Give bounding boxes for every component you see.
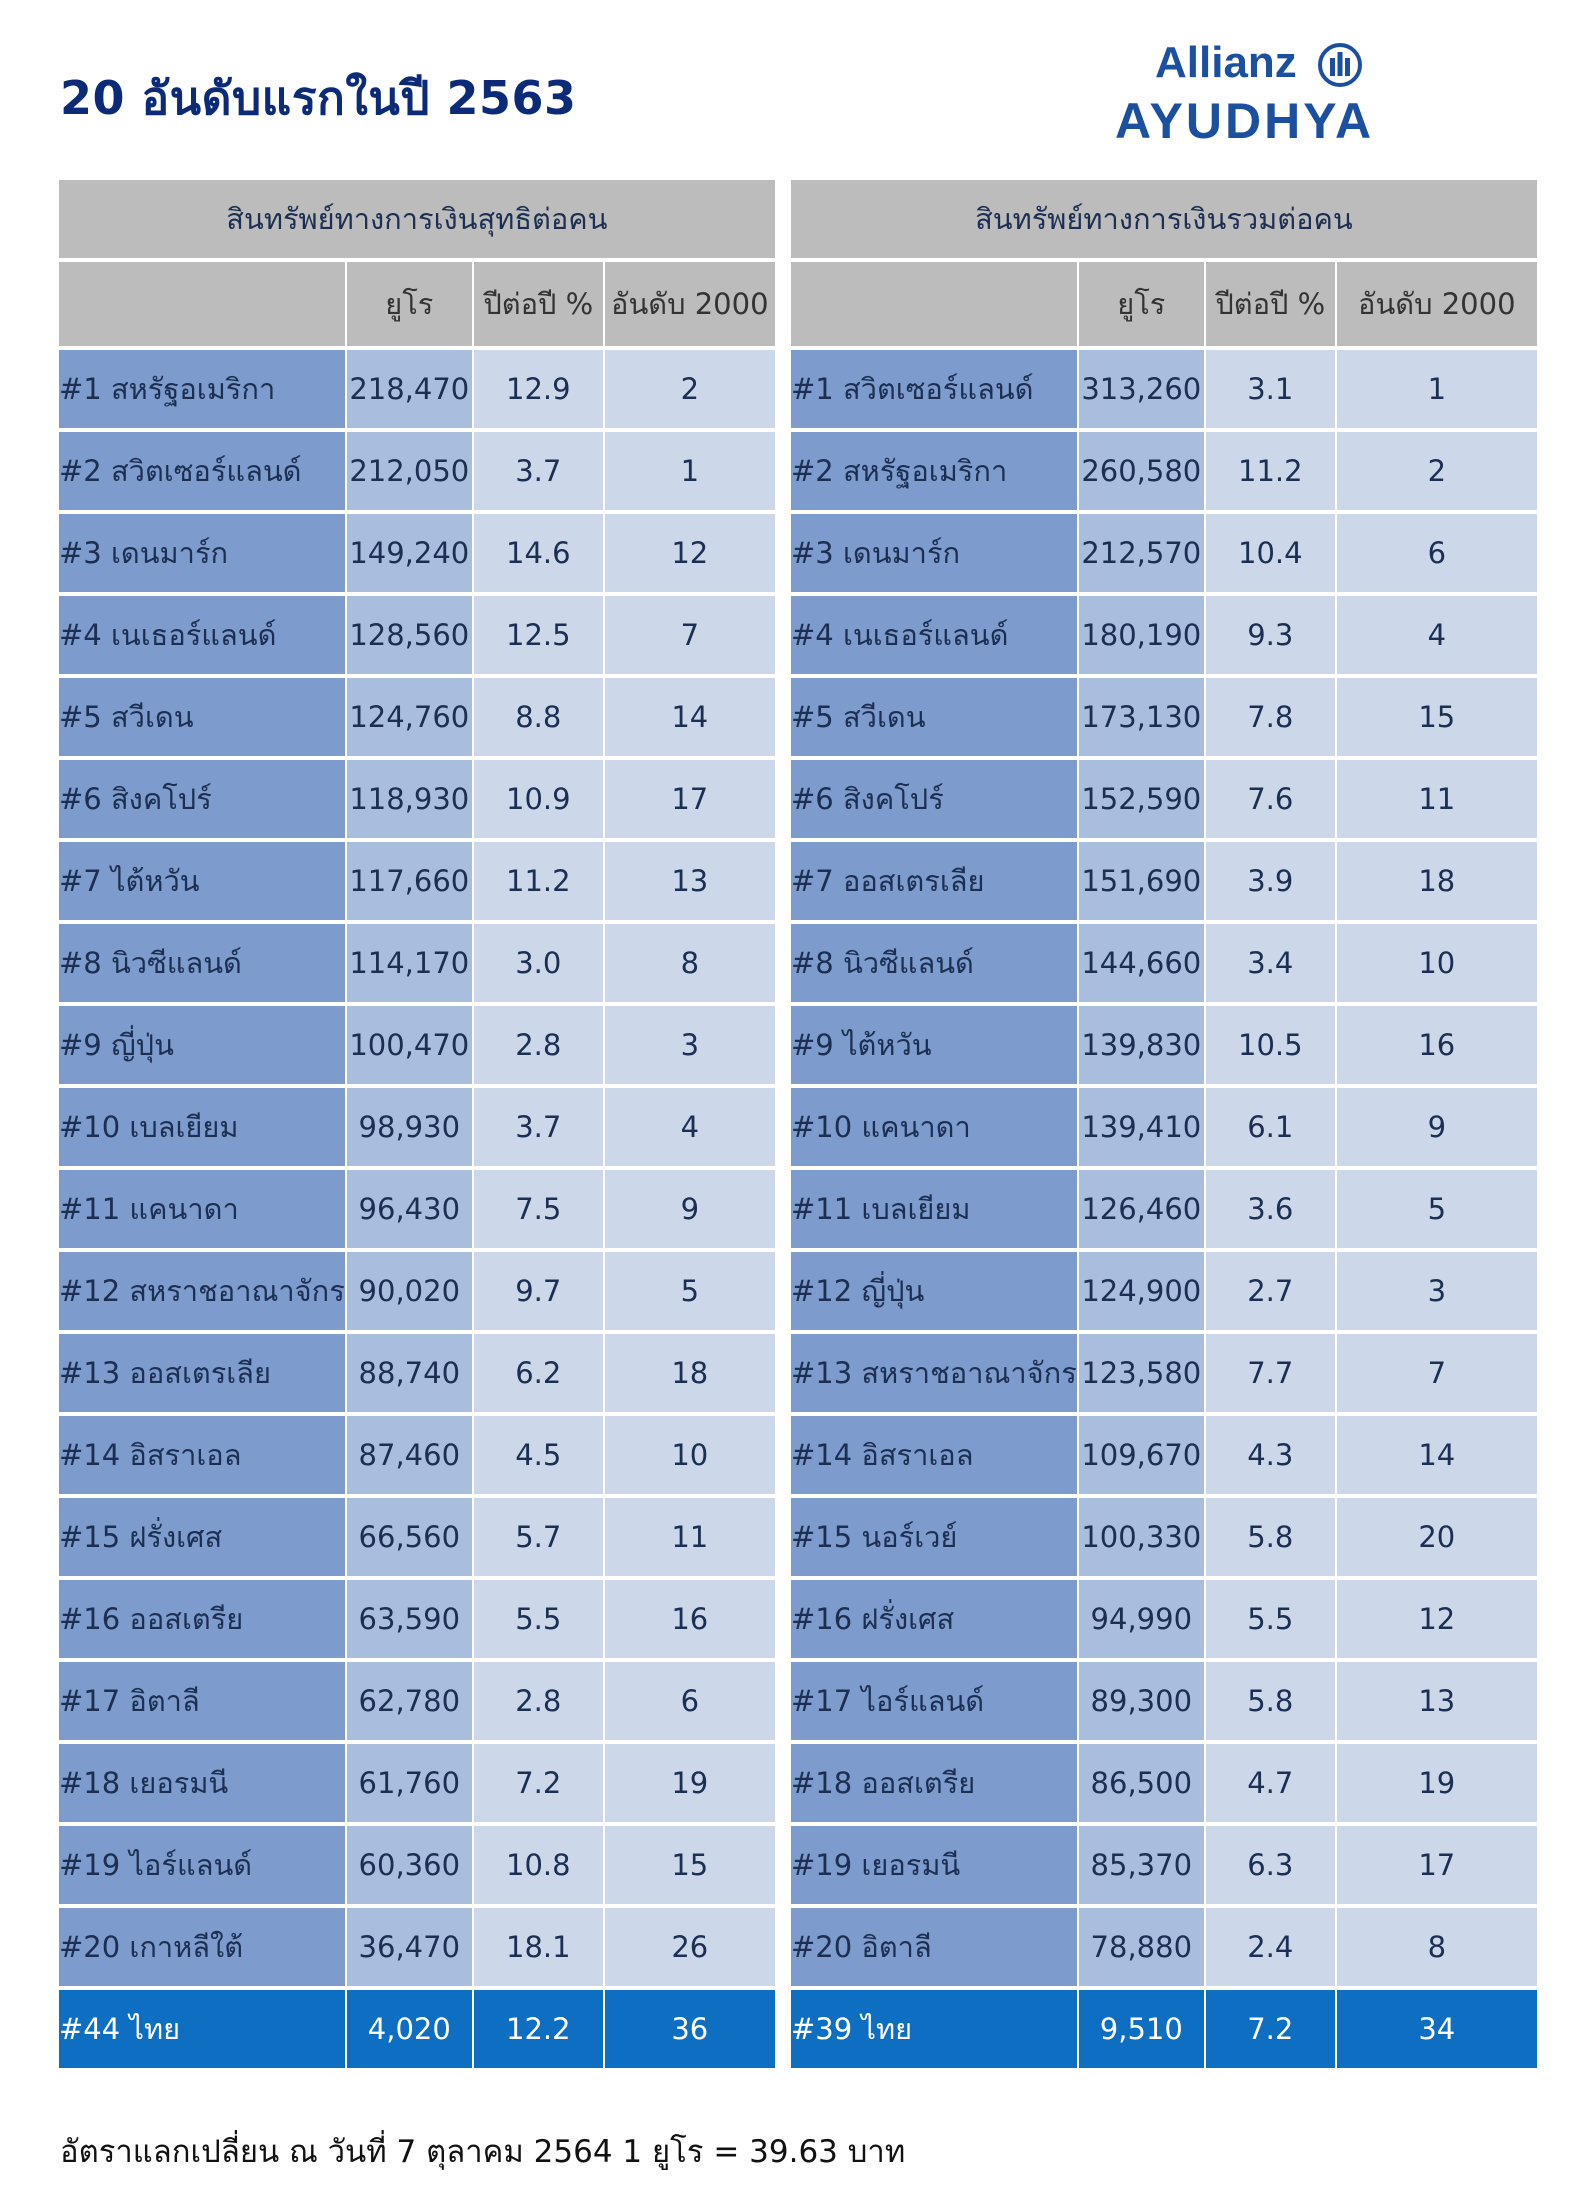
cell-thai-rank-2000: 36 [605,1990,775,2068]
cell-thai-country: #39 ไทย [791,1990,1079,2068]
cell-euro: 60,360 [347,1826,474,1908]
table-row [791,1416,1537,1498]
cell-euro: 89,300 [1079,1662,1206,1744]
column-header-euro: ยูโร [1079,262,1206,350]
table-row [59,678,775,760]
column-header-rank-2000: อันดับ 2000 [605,262,775,350]
cell-country: #7 ไต้หวัน [59,842,347,924]
cell-euro: 313,260 [1079,350,1206,432]
cell-country: #8 นิวซีแลนด์ [59,924,347,1006]
cell-euro: 66,560 [347,1498,474,1580]
cell-euro: 139,830 [1079,1006,1206,1088]
cell-euro: 128,560 [347,596,474,678]
cell-rank-2000: 12 [605,514,775,596]
cell-rank-2000: 9 [1337,1088,1537,1170]
cell-yoy-percent: 3.6 [1206,1170,1337,1252]
table-net-financial-assets [59,180,775,2068]
cell-euro: 78,880 [1079,1908,1206,1990]
cell-euro: 36,470 [347,1908,474,1990]
table-row [791,842,1537,924]
cell-country: #13 ออสเตรเลีย [59,1334,347,1416]
column-header-yoy-percent: ปีต่อปี % [474,262,605,350]
column-header-rank-2000: อันดับ 2000 [1337,262,1537,350]
cell-thai-euro: 9,510 [1079,1990,1206,2068]
table-row [59,842,775,924]
cell-thai-rank-2000: 34 [1337,1990,1537,2068]
table-row [791,432,1537,514]
table-row [59,1662,775,1744]
cell-rank-2000: 3 [1337,1252,1537,1334]
cell-euro: 86,500 [1079,1744,1206,1826]
cell-yoy-percent: 3.1 [1206,350,1337,432]
cell-country: #1 สวิตเซอร์แลนด์ [791,350,1079,432]
cell-euro: 149,240 [347,514,474,596]
table-row [791,760,1537,842]
cell-country: #3 เดนมาร์ก [791,514,1079,596]
cell-yoy-percent: 2.8 [474,1006,605,1088]
cell-country: #10 เบลเยียม [59,1088,347,1170]
cell-rank-2000: 15 [1337,678,1537,760]
cell-country: #19 ไอร์แลนด์ [59,1826,347,1908]
cell-country: #9 ไต้หวัน [791,1006,1079,1088]
cell-yoy-percent: 4.3 [1206,1416,1337,1498]
cell-yoy-percent: 12.9 [474,350,605,432]
logo-text-ayudhya: AYUDHYA [1115,93,1375,149]
cell-yoy-percent: 5.8 [1206,1498,1337,1580]
cell-euro: 90,020 [347,1252,474,1334]
cell-yoy-percent: 7.6 [1206,760,1337,842]
cell-yoy-percent: 3.4 [1206,924,1337,1006]
cell-thai-euro: 4,020 [347,1990,474,2068]
cell-yoy-percent: 5.5 [1206,1580,1337,1662]
cell-euro: 100,330 [1079,1498,1206,1580]
cell-yoy-percent: 3.9 [1206,842,1337,924]
cell-thai-country: #44 ไทย [59,1990,347,2068]
cell-yoy-percent: 9.7 [474,1252,605,1334]
cell-euro: 126,460 [1079,1170,1206,1252]
cell-rank-2000: 20 [1337,1498,1537,1580]
cell-euro: 152,590 [1079,760,1206,842]
cell-country: #4 เนเธอร์แลนด์ [59,596,347,678]
table-row-thailand [791,1990,1537,2068]
column-header-row [59,262,775,350]
table-row [59,1744,775,1826]
cell-euro: 139,410 [1079,1088,1206,1170]
cell-euro: 114,170 [347,924,474,1006]
table-row [59,1170,775,1252]
cell-rank-2000: 13 [1337,1662,1537,1744]
cell-country: #9 ญี่ปุ่น [59,1006,347,1088]
cell-euro: 180,190 [1079,596,1206,678]
cell-rank-2000: 11 [1337,760,1537,842]
cell-yoy-percent: 7.2 [474,1744,605,1826]
cell-country: #18 เยอรมนี [59,1744,347,1826]
logo-text-allianz: Allianz [1155,38,1297,87]
cell-yoy-percent: 14.6 [474,514,605,596]
cell-country: #4 เนเธอร์แลนด์ [791,596,1079,678]
cell-yoy-percent: 5.5 [474,1580,605,1662]
table-row [791,514,1537,596]
cell-yoy-percent: 7.8 [1206,678,1337,760]
cell-yoy-percent: 4.7 [1206,1744,1337,1826]
cell-country: #14 อิสราเอล [791,1416,1079,1498]
cell-yoy-percent: 10.8 [474,1826,605,1908]
table-row [791,1006,1537,1088]
cell-yoy-percent: 12.5 [474,596,605,678]
cell-yoy-percent: 3.7 [474,432,605,514]
cell-rank-2000: 15 [605,1826,775,1908]
cell-euro: 98,930 [347,1088,474,1170]
cell-rank-2000: 4 [1337,596,1537,678]
cell-euro: 94,990 [1079,1580,1206,1662]
cell-country: #7 ออสเตรเลีย [791,842,1079,924]
cell-country: #5 สวีเดน [59,678,347,760]
cell-rank-2000: 1 [1337,350,1537,432]
cell-country: #18 ออสเตรีย [791,1744,1079,1826]
table-row [59,432,775,514]
cell-rank-2000: 5 [1337,1170,1537,1252]
cell-euro: 117,660 [347,842,474,924]
cell-rank-2000: 16 [1337,1006,1537,1088]
cell-euro: 63,590 [347,1580,474,1662]
cell-rank-2000: 2 [605,350,775,432]
cell-country: #20 อิตาลี [791,1908,1079,1990]
column-header-row [791,262,1537,350]
table-row [791,1334,1537,1416]
table-row [791,924,1537,1006]
cell-country: #16 ฝรั่งเศส [791,1580,1079,1662]
table-row [791,1088,1537,1170]
table-row [791,1826,1537,1908]
cell-euro: 61,760 [347,1744,474,1826]
cell-country: #10 แคนาดา [791,1088,1079,1170]
cell-yoy-percent: 2.4 [1206,1908,1337,1990]
table-row [791,1252,1537,1334]
cell-rank-2000: 17 [605,760,775,842]
table-row [791,678,1537,760]
cell-euro: 109,670 [1079,1416,1206,1498]
cell-country: #15 นอร์เวย์ [791,1498,1079,1580]
cell-country: #11 แคนาดา [59,1170,347,1252]
table-row [59,1088,775,1170]
table-row [791,1744,1537,1826]
cell-euro: 87,460 [347,1416,474,1498]
cell-rank-2000: 6 [605,1662,775,1744]
cell-country: #1 สหรัฐอเมริกา [59,350,347,432]
table-row [59,596,775,678]
table-row [791,350,1537,432]
cell-rank-2000: 8 [605,924,775,1006]
cell-country: #16 ออสเตรีย [59,1580,347,1662]
cell-country: #13 สหราชอาณาจักร [791,1334,1079,1416]
cell-yoy-percent: 11.2 [1206,432,1337,514]
cell-country: #8 นิวซีแลนด์ [791,924,1079,1006]
table-row [59,1498,775,1580]
cell-rank-2000: 5 [605,1252,775,1334]
table-gross-financial-assets [791,180,1537,2068]
cell-yoy-percent: 7.5 [474,1170,605,1252]
cell-rank-2000: 4 [605,1088,775,1170]
cell-rank-2000: 14 [605,678,775,760]
cell-rank-2000: 18 [605,1334,775,1416]
cell-euro: 151,690 [1079,842,1206,924]
cell-euro: 212,050 [347,432,474,514]
cell-rank-2000: 11 [605,1498,775,1580]
cell-rank-2000: 10 [605,1416,775,1498]
table-row-thailand [59,1990,775,2068]
cell-yoy-percent: 9.3 [1206,596,1337,678]
cell-euro: 124,760 [347,678,474,760]
cell-rank-2000: 18 [1337,842,1537,924]
cell-yoy-percent: 6.2 [474,1334,605,1416]
cell-rank-2000: 12 [1337,1580,1537,1662]
cell-euro: 218,470 [347,350,474,432]
cell-rank-2000: 14 [1337,1416,1537,1498]
cell-country: #2 สหรัฐอเมริกา [791,432,1079,514]
table-heading-row [59,180,775,262]
exchange-rate-note: อัตราแลกเปลี่ยน ณ วันที่ 7 ตุลาคม 2564 1 ยูโร = 39.63 บาท [60,2134,906,2170]
cell-country: #6 สิงคโปร์ [59,760,347,842]
allianz-ayudhya-logo [1115,38,1415,149]
cell-thai-yoy-percent: 7.2 [1206,1990,1337,2068]
cell-yoy-percent: 10.5 [1206,1006,1337,1088]
cell-rank-2000: 3 [605,1006,775,1088]
cell-euro: 96,430 [347,1170,474,1252]
cell-yoy-percent: 10.4 [1206,514,1337,596]
cell-euro: 212,570 [1079,514,1206,596]
cell-euro: 144,660 [1079,924,1206,1006]
cell-yoy-percent: 18.1 [474,1908,605,1990]
table-heading-row [791,180,1537,262]
cell-country: #6 สิงคโปร์ [791,760,1079,842]
cell-rank-2000: 1 [605,432,775,514]
column-header-country [59,262,347,350]
column-header-yoy-percent: ปีต่อปี % [1206,262,1337,350]
cell-country: #11 เบลเยียม [791,1170,1079,1252]
cell-euro: 85,370 [1079,1826,1206,1908]
table-row [791,596,1537,678]
table-body [59,180,775,2068]
table-row [59,1334,775,1416]
cell-rank-2000: 16 [605,1580,775,1662]
table-row [791,1498,1537,1580]
table-row [59,1416,775,1498]
cell-country: #20 เกาหลีใต้ [59,1908,347,1990]
cell-country: #19 เยอรมนี [791,1826,1079,1908]
page-title: 20 อันดับแรกในปี 2563 [60,71,577,125]
cell-country: #2 สวิตเซอร์แลนด์ [59,432,347,514]
cell-euro: 173,130 [1079,678,1206,760]
cell-yoy-percent: 4.5 [474,1416,605,1498]
table-row [59,514,775,596]
cell-rank-2000: 7 [605,596,775,678]
allianz-eagle-icon [1317,42,1363,88]
cell-yoy-percent: 7.7 [1206,1334,1337,1416]
table-row [59,924,775,1006]
cell-yoy-percent: 5.8 [1206,1662,1337,1744]
cell-country: #17 ไอร์แลนด์ [791,1662,1079,1744]
cell-rank-2000: 6 [1337,514,1537,596]
cell-country: #15 ฝรั่งเศส [59,1498,347,1580]
table-row [59,1252,775,1334]
cell-yoy-percent: 5.7 [474,1498,605,1580]
table-row [59,1580,775,1662]
cell-yoy-percent: 2.7 [1206,1252,1337,1334]
cell-rank-2000: 19 [1337,1744,1537,1826]
table-row [59,1826,775,1908]
cell-euro: 124,900 [1079,1252,1206,1334]
table-row [791,1908,1537,1990]
cell-euro: 100,470 [347,1006,474,1088]
table-row [59,760,775,842]
table-row [59,1908,775,1990]
cell-rank-2000: 19 [605,1744,775,1826]
cell-yoy-percent: 6.3 [1206,1826,1337,1908]
cell-rank-2000: 8 [1337,1908,1537,1990]
cell-yoy-percent: 11.2 [474,842,605,924]
cell-euro: 88,740 [347,1334,474,1416]
cell-rank-2000: 26 [605,1908,775,1990]
cell-country: #5 สวีเดน [791,678,1079,760]
cell-rank-2000: 7 [1337,1334,1537,1416]
table-heading: สินทรัพย์ทางการเงินรวมต่อคน [791,180,1537,262]
cell-euro: 123,580 [1079,1334,1206,1416]
table-body [791,180,1537,2068]
cell-country: #12 สหราชอาณาจักร [59,1252,347,1334]
cell-yoy-percent: 3.7 [474,1088,605,1170]
cell-yoy-percent: 3.0 [474,924,605,1006]
cell-euro: 62,780 [347,1662,474,1744]
cell-country: #17 อิตาลี [59,1662,347,1744]
cell-yoy-percent: 10.9 [474,760,605,842]
cell-yoy-percent: 6.1 [1206,1088,1337,1170]
table-row [59,1006,775,1088]
cell-yoy-percent: 8.8 [474,678,605,760]
cell-country: #14 อิสราเอล [59,1416,347,1498]
cell-rank-2000: 13 [605,842,775,924]
cell-rank-2000: 9 [605,1170,775,1252]
cell-euro: 118,930 [347,760,474,842]
table-row [59,350,775,432]
cell-rank-2000: 10 [1337,924,1537,1006]
table-row [791,1170,1537,1252]
cell-country: #12 ญี่ปุ่น [791,1252,1079,1334]
cell-country: #3 เดนมาร์ก [59,514,347,596]
cell-euro: 260,580 [1079,432,1206,514]
cell-yoy-percent: 2.8 [474,1662,605,1744]
column-header-euro: ยูโร [347,262,474,350]
table-heading: สินทรัพย์ทางการเงินสุทธิต่อคน [59,180,775,262]
cell-thai-yoy-percent: 12.2 [474,1990,605,2068]
table-row [791,1662,1537,1744]
cell-rank-2000: 17 [1337,1826,1537,1908]
table-row [791,1580,1537,1662]
cell-rank-2000: 2 [1337,432,1537,514]
column-header-country [791,262,1079,350]
